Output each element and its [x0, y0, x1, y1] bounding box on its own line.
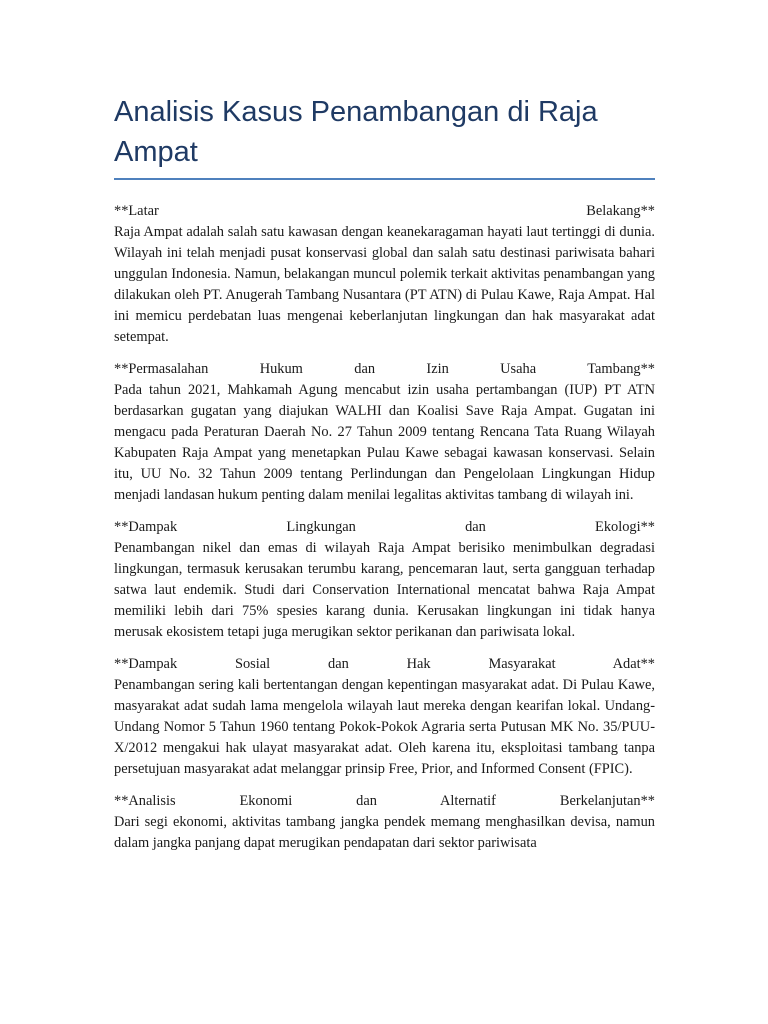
document-title: Analisis Kasus Penambangan di Raja Ampat	[114, 96, 598, 168]
section-heading: **Latar Belakang**	[114, 203, 655, 219]
section-body: Pada tahun 2021, Mahkamah Agung mencabut izin usaha pertambangan (IUP) PT ATN berdasarkan gugatan yang diajukan WALHI dan Koalisi Save Raja Ampat. Gugatan ini mengacu pada Peraturan Daerah No. 27 Tahun 2009 tentang Rencana Tata Ruang Wilayah Kabupaten Raja Ampat yang menetapkan Pulau Kawe sebagai kawasan konservasi. Selain itu, UU No. 32 Tahun 2009 tentang Perlindungan dan Pengelolaan Lingkungan Hidup menjadi landasan hukum penting dalam menilai legalitas aktivitas tambang di wilayah ini.	[114, 382, 655, 503]
title-underline	[114, 178, 655, 180]
document-page	[114, 92, 655, 865]
section-body: Penambangan nikel dan emas di wilayah Raja Ampat berisiko menimbulkan degradasi lingkungan, termasuk kerusakan terumbu karang, pencemaran laut, serta gangguan terhadap satwa laut endemik. Studi dari Conservation International mencatat bahwa Raja Ampat memiliki lebih dari 75% spesies karang dunia. Kerusakan lingkungan ini tidak hanya merusak ekosistem tetapi juga merugikan sektor perikanan dan pariwisata lokal.	[114, 540, 655, 640]
section-permasalahan-hukum	[114, 359, 655, 506]
section-body: Dari segi ekonomi, aktivitas tambang jangka pendek memang menghasilkan devisa, namun dalam jangka panjang dapat merugikan pendapatan dari sektor pariwisata	[114, 814, 655, 851]
section-analisis-ekonomi	[114, 791, 655, 854]
section-body: Raja Ampat adalah salah satu kawasan dengan keanekaragaman hayati laut tertinggi di dunia. Wilayah ini telah menjadi pusat konservasi global dan salah satu destinasi pariwisata bahari unggulan Indonesia. Namun, belakangan muncul polemik terkait aktivitas penambangan yang dilakukan oleh PT. Anugerah Tambang Nusantara (PT ATN) di Pulau Kawe, Raja Ampat. Hal ini memicu perdebatan luas mengenai keberlanjutan lingkungan dan hak masyarakat adat setempat.	[114, 224, 655, 345]
section-dampak-lingkungan	[114, 517, 655, 643]
section-heading: **Analisis Ekonomi dan Alternatif Berkelanjutan**	[114, 793, 655, 809]
section-body: Penambangan sering kali bertentangan dengan kepentingan masyarakat adat. Di Pulau Kawe, masyarakat adat sudah lama mengelola wilayah laut mereka dengan kearifan lokal. Undang-Undang Nomor 5 Tahun 1960 tentang Pokok-Pokok Agraria serta Putusan MK No. 35/PUU-X/2012 mengakui hak ulayat masyarakat adat. Oleh karena itu, eksploitasi tambang tanpa persetujuan masyarakat adat melanggar prinsip Free, Prior, and Informed Consent (FPIC).	[114, 677, 655, 777]
section-latar-belakang	[114, 201, 655, 348]
section-heading: **Dampak Lingkungan dan Ekologi**	[114, 519, 655, 535]
section-heading: **Permasalahan Hukum dan Izin Usaha Tambang**	[114, 361, 655, 377]
section-dampak-sosial	[114, 654, 655, 780]
section-heading: **Dampak Sosial dan Hak Masyarakat Adat**	[114, 656, 655, 672]
